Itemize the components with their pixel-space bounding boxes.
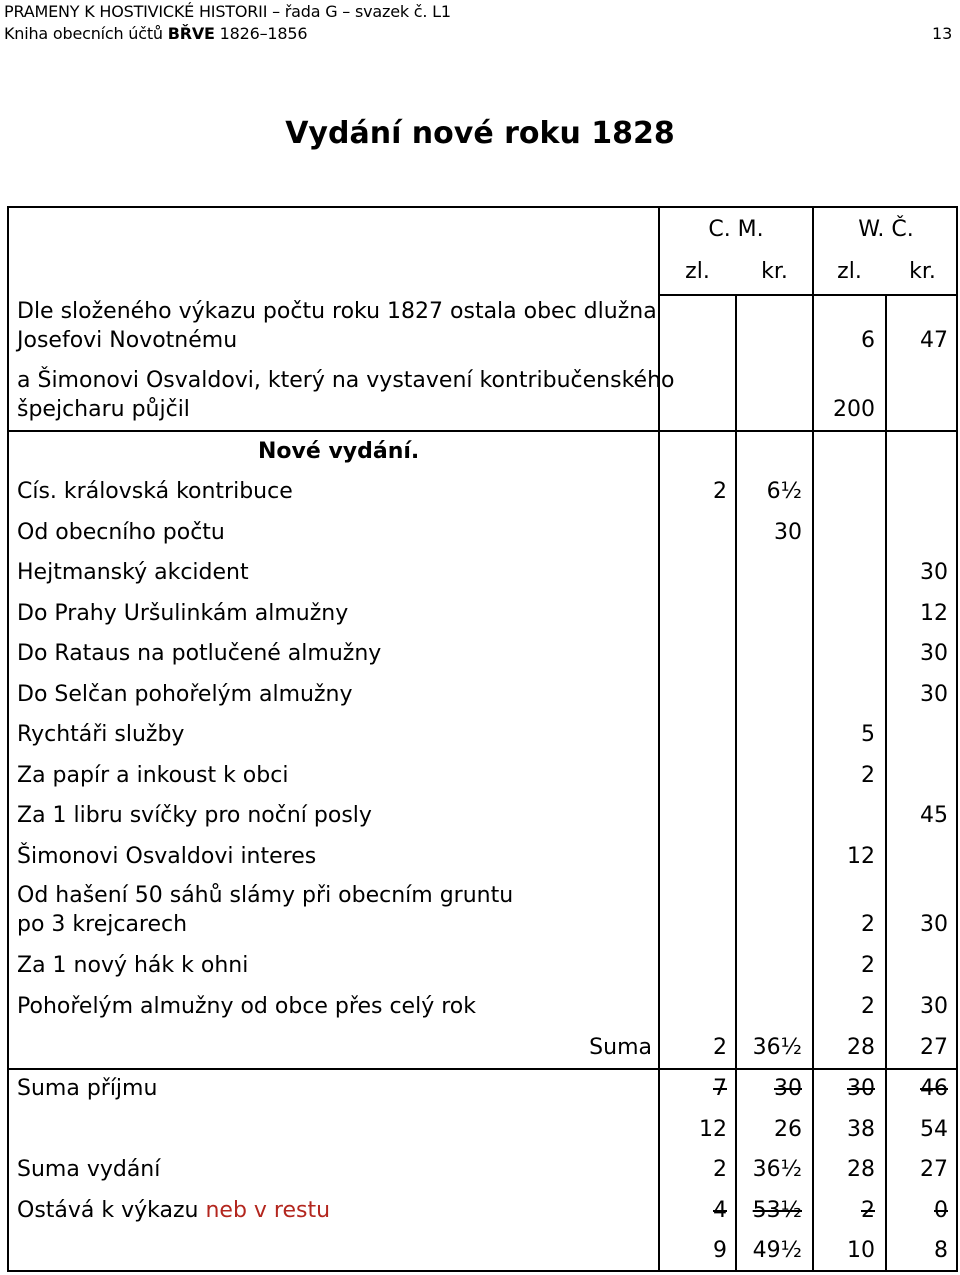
row-label: Za papír a inkoust k obci xyxy=(17,762,289,788)
amount-zl: 12 xyxy=(847,843,875,869)
row-label: Hejtmanský akcident xyxy=(17,560,249,585)
column-header-cm: C. M. xyxy=(708,217,764,242)
amount-kr: 36½ xyxy=(752,1035,802,1060)
amount-zl: 2 xyxy=(713,1157,727,1182)
corrected-amount: 9 xyxy=(713,1238,727,1263)
row-label: Do Rataus na potlučené almužny xyxy=(17,641,382,666)
amount-zl: 2 xyxy=(861,762,875,788)
struck-amount: 2 xyxy=(861,1198,875,1223)
column-header-kr: kr. xyxy=(761,259,788,284)
row-label: Cís. královská kontribuce xyxy=(17,479,293,504)
amount-kr: 6½ xyxy=(766,479,802,504)
suma-prijmu-label: Suma příjmu xyxy=(17,1076,158,1101)
amount-zl: 2 xyxy=(861,993,875,1019)
amount-kr: 30 xyxy=(774,519,802,545)
column-header-zl: zl. xyxy=(837,259,862,284)
corrected-amount: 49½ xyxy=(752,1238,802,1263)
row-label: Za 1 libru svíčky pro noční posly xyxy=(17,803,372,828)
amount-kr: 12 xyxy=(920,600,948,626)
intro-line: a Šimonovi Osvaldovi, který na vystavení kontribučenského xyxy=(17,368,675,393)
section-heading: Nové vydání. xyxy=(258,439,420,464)
amount-kr: 27 xyxy=(920,1035,948,1060)
section-rule xyxy=(7,430,958,432)
intro-line: Dle složeného výkazu počtu roku 1827 ostala obec dlužna xyxy=(17,299,657,324)
column-divider xyxy=(658,206,660,1272)
amount-kr: 30 xyxy=(920,641,948,666)
suma-label: Suma xyxy=(589,1035,652,1060)
book-header xyxy=(4,24,307,43)
ostava-text: Ostává k výkazu xyxy=(17,1198,206,1223)
book-years: 1826–1856 xyxy=(214,24,308,43)
row-label: Do Selčan pohořelým almužny xyxy=(17,681,353,707)
row-label: Za 1 nový hák k ohni xyxy=(17,953,249,978)
amount-zl: 28 xyxy=(847,1035,875,1060)
header-rule xyxy=(658,294,958,296)
series-header: PRAMENY K HOSTIVICKÉ HISTORII – řada G – svazek č. L1 xyxy=(4,2,451,21)
row-label: po 3 krejcarech xyxy=(17,912,188,937)
amount-zl: 2 xyxy=(713,1035,727,1060)
struck-amount: 4 xyxy=(713,1198,727,1223)
amount-kr: 30 xyxy=(920,560,948,585)
corrected-amount: 8 xyxy=(934,1238,948,1263)
row-label: Šimonovi Osvaldovi interes xyxy=(17,843,317,869)
corrected-amount: 54 xyxy=(920,1117,948,1142)
struck-amount: 53½ xyxy=(752,1198,802,1223)
amount-zl: 2 xyxy=(861,912,875,937)
column-header-wc: W. Č. xyxy=(858,217,914,242)
corrected-amount: 26 xyxy=(774,1117,802,1142)
struck-amount: 30 xyxy=(774,1076,802,1101)
page-number: 13 xyxy=(932,24,953,43)
amount-kr: 30 xyxy=(920,681,948,707)
intro-line: špejcharu půjčil xyxy=(17,397,190,422)
struck-amount: 0 xyxy=(934,1198,948,1223)
amount-zl: 200 xyxy=(833,397,875,422)
row-label: Od obecního počtu xyxy=(17,519,225,545)
amount-zl: 5 xyxy=(861,722,875,747)
amount-zl: 2 xyxy=(861,953,875,978)
amount-zl: 6 xyxy=(861,328,875,353)
amount-kr: 27 xyxy=(920,1157,948,1182)
amount-kr: 30 xyxy=(920,993,948,1019)
amount-kr: 30 xyxy=(920,912,948,937)
book-prefix: Kniha obecních účtů xyxy=(4,24,168,43)
struck-amount: 30 xyxy=(847,1076,875,1101)
amount-zl: 28 xyxy=(847,1157,875,1182)
column-header-zl: zl. xyxy=(685,259,710,284)
row-label: Do Prahy Uršulinkám almužny xyxy=(17,600,349,626)
ostava-label xyxy=(17,1197,330,1225)
total-rule xyxy=(7,1068,958,1070)
amount-kr: 47 xyxy=(920,328,948,353)
amount-kr: 36½ xyxy=(752,1157,802,1182)
ostava-annotation: neb v restu xyxy=(205,1198,331,1223)
row-label: Rychtáři služby xyxy=(17,722,185,747)
book-village: BŘVE xyxy=(167,24,215,43)
corrected-amount: 38 xyxy=(847,1117,875,1142)
corrected-amount: 10 xyxy=(847,1238,875,1263)
corrected-amount: 12 xyxy=(699,1117,727,1142)
struck-amount: 7 xyxy=(713,1076,727,1101)
struck-amount: 46 xyxy=(920,1076,948,1101)
intro-line: Josefovi Novotnému xyxy=(17,328,238,353)
page-title: Vydání nové roku 1828 xyxy=(285,116,675,151)
amount-zl: 2 xyxy=(713,479,727,504)
column-header-kr: kr. xyxy=(909,259,936,284)
suma-vydani-label: Suma vydání xyxy=(17,1157,161,1182)
row-label: Od hašení 50 sáhů slámy při obecním gruntu xyxy=(17,883,514,908)
amount-kr: 45 xyxy=(920,803,948,828)
row-label: Pohořelým almužny od obce přes celý rok xyxy=(17,993,476,1019)
